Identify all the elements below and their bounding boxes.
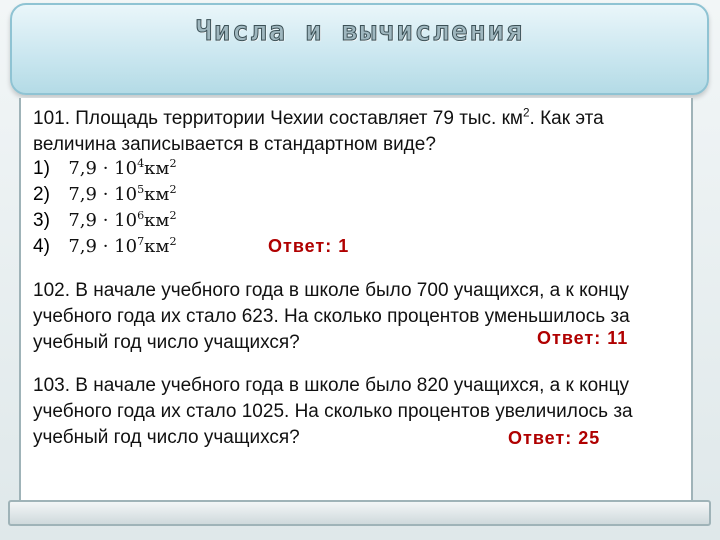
- problem-101-question-part-a: 101. Площадь территории Чехии составляет 79 тыс. км: [33, 108, 523, 129]
- problem-102-answer: Ответ: 11: [537, 328, 629, 348]
- option-3-unit: км: [144, 210, 170, 231]
- slide-title: Числа и вычисления: [195, 16, 525, 47]
- problem-101-answer: Ответ: 1: [268, 236, 350, 256]
- option-3: [33, 210, 177, 236]
- option-3-unit-exponent: 2: [169, 209, 177, 222]
- option-3-base: 7,9 · 10: [68, 210, 138, 231]
- option-3-number: 3): [33, 210, 50, 231]
- option-2-unit: км: [144, 184, 170, 205]
- option-4-unit: км: [144, 236, 170, 257]
- option-1-base: 7,9 · 10: [68, 158, 138, 179]
- option-4-unit-exponent: 2: [169, 235, 177, 248]
- option-1: [33, 158, 177, 184]
- option-4-base: 7,9 · 10: [68, 236, 138, 257]
- option-2-unit-exponent: 2: [169, 183, 177, 196]
- option-2: [33, 184, 177, 210]
- problem-103-answer: Ответ: 25: [508, 428, 601, 448]
- option-2-exponent: 5: [137, 183, 145, 196]
- option-1-unit: км: [144, 158, 170, 179]
- problem-102-question: 102. В начале учебного года в школе было 700 учащихся, а к концу учебного года их стало 623. На сколько процентов уменьшилось за учебный год число учащихся?: [33, 280, 630, 353]
- option-1-value: [68, 158, 176, 179]
- option-1-unit-exponent: 2: [169, 157, 177, 170]
- option-2-number: 2): [33, 184, 50, 205]
- option-1-number: 1): [33, 158, 50, 179]
- option-4-number: 4): [33, 236, 50, 257]
- problem-103-question: 103. В начале учебного года в школе было 820 учащихся, а к концу учебного года их стало 1025. На сколько процентов увеличилось за учебный год число учащихся?: [33, 375, 633, 448]
- problem-101-question-part-b: . Как эта величина записывается в стандартном виде?: [33, 108, 604, 155]
- option-2-base: 7,9 · 10: [68, 184, 138, 205]
- problem-101-question: [33, 106, 683, 158]
- option-3-exponent: 6: [137, 209, 145, 222]
- option-4-value: [68, 236, 176, 257]
- footer-bar: [8, 500, 711, 526]
- option-4: [33, 236, 177, 262]
- option-2-value: [68, 184, 176, 205]
- option-4-exponent: 7: [137, 235, 145, 248]
- option-3-value: [68, 210, 176, 231]
- problem-101-question-exponent: 2: [522, 106, 530, 120]
- option-1-exponent: 4: [137, 157, 145, 170]
